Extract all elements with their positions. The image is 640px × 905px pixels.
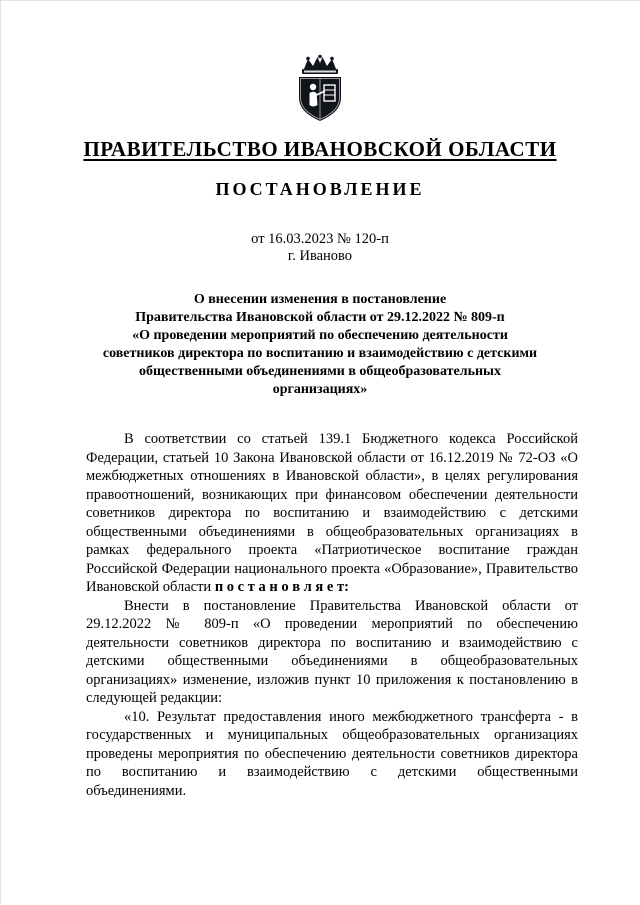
document-title-line: «О проведении мероприятий по обеспечению деятельности (132, 328, 508, 343)
coat-of-arms-container (0, 0, 640, 124)
city-line: г. Иваново (287, 248, 353, 264)
document-title-line: советников директора по воспитанию и взаимодействию с детскими (102, 346, 538, 361)
ivanovo-oblast-coat-of-arms-icon (287, 54, 353, 124)
body-paragraph-new-clause: «10. Результат предоставления иного межбюджетного трансферта - в государственных и муниципальных общеобразовательных организациях проведены мероприятия по обеспечению деятельности советников директора по воспитанию и взаимодействию с детскими общественными объединениями. (86, 708, 578, 799)
document-title (0, 291, 640, 399)
document-title-line: Правительства Ивановской области от 29.12.2022 № 809-п (135, 310, 505, 325)
resolves-keyword: п о с т а н о в л я е т: (214, 579, 349, 595)
date-and-number-line: от 16.03.2023 № 120-п (251, 231, 389, 247)
document-title-line: общественными объединениями в общеобразовательных (139, 364, 501, 379)
document-title-line: О внесении изменения в постановление (193, 292, 447, 307)
document-type-heading: ПОСТАНОВЛЕНИЕ (215, 179, 425, 199)
government-title: ПРАВИТЕЛЬСТВО ИВАНОВСКОЙ ОБЛАСТИ (83, 137, 557, 161)
document-body (86, 430, 578, 800)
body-paragraph-preamble (86, 430, 578, 597)
body-paragraph-amendment: Внести в постановление Правительства Ивановской области от 29.12.2022 № 809-п «О проведении мероприятий по обеспечению деятельности советников директора по воспитанию и взаимодействию с детскими общественными объединениями в общеобразовательных организациях» изменение, изложив пункт 10 приложения к постановлению в следующей редакции: (86, 597, 578, 706)
preamble-text: В соответствии со статьей 139.1 Бюджетного кодекса Российской Федерации, статьей 10 Закона Ивановской области от 16.12.2019 № 72-ОЗ «О межбюджетных отношениях в Ивановской области», в целях регулирования правоотношений, возникающих при финансовом обеспечении деятельности советников директора по воспитанию и взаимодействию с детскими общественными объединениями в общеобразовательных организациях в рамках федерального проекта «Патриотическое воспитание граждан Российской Федерации национального проекта «Образование», Правительство Ивановской области (86, 431, 578, 595)
document-title-line: организациях» (272, 382, 368, 397)
